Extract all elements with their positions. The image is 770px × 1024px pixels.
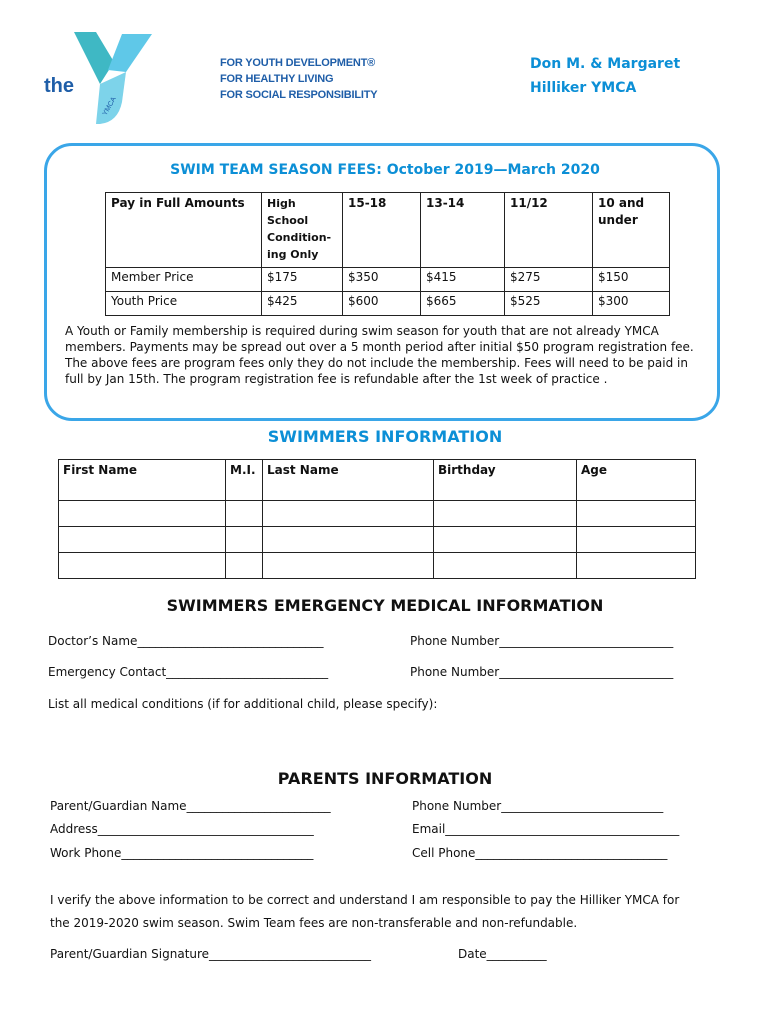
signature-field[interactable]: Parent/Guardian Signature___________________________ [50, 947, 372, 961]
birthday-cell[interactable] [434, 527, 577, 553]
email-field[interactable]: Email_______________________________________ [412, 822, 680, 836]
tagline-line: FOR SOCIAL RESPONSIBILITY [220, 89, 378, 101]
fees-table [105, 192, 670, 316]
header-cell: High School Condition-ing Only [262, 193, 343, 268]
price-cell: $150 [593, 268, 670, 292]
logo-word: the [44, 75, 74, 97]
parents-title: PARENTS INFORMATION [277, 769, 493, 788]
cell-phone-field[interactable]: Cell Phone________________________________ [412, 846, 668, 860]
price-cell: $665 [421, 292, 505, 316]
header-cell: Birthday [434, 460, 577, 501]
mi-cell[interactable] [226, 553, 263, 579]
branch-line: Hilliker YMCA [530, 80, 637, 96]
header-cell: M.I. [226, 460, 263, 501]
fees-row-youth [106, 292, 670, 316]
medical-conditions-label: List all medical conditions (if for additional child, please specify): [48, 697, 438, 711]
fees-note: A Youth or Family membership is required during swim season for youth that are not already YMCA members. Payments may be spread out over a 5 month period after initial $50 program registration fee. The above fees are program fees only they do not include the membership. Fees will need to be paid in full by Jan 15th. The program registration fee is refundable after the 1st week of practice . [65, 324, 694, 386]
address-field[interactable]: Address____________________________________ [50, 822, 314, 836]
header-cell: Age [577, 460, 696, 501]
medical-title: SWIMMERS EMERGENCY MEDICAL INFORMATION [166, 596, 604, 615]
swimmers-table [58, 459, 696, 579]
emergency-contact-field[interactable]: Emergency Contact___________________________ [48, 665, 329, 679]
price-cell: $300 [593, 292, 670, 316]
price-cell: $415 [421, 268, 505, 292]
branch-name [530, 52, 680, 100]
doctor-name-field[interactable]: Doctor’s Name_______________________________ [48, 634, 324, 648]
header-cell: 15-18 [343, 193, 421, 268]
row-label: Youth Price [106, 292, 262, 316]
branch-line: Don M. & Margaret [530, 56, 681, 72]
header-cell: 11/12 [505, 193, 593, 268]
verify-line-2: the 2019-2020 swim season. Swim Team fees are non-transferable and non-refundable. [50, 916, 578, 930]
price-cell: $175 [262, 268, 343, 292]
birthday-cell[interactable] [434, 501, 577, 527]
swimmer-row [59, 553, 696, 579]
guardian-name-field[interactable]: Parent/Guardian Name________________________ [50, 799, 331, 813]
ymca-logo [40, 32, 160, 124]
guardian-phone-field[interactable]: Phone Number___________________________ [412, 799, 664, 813]
swimmers-header-row [59, 460, 696, 501]
last-name-cell[interactable] [263, 527, 434, 553]
price-cell: $425 [262, 292, 343, 316]
age-cell[interactable] [577, 553, 696, 579]
birthday-cell[interactable] [434, 553, 577, 579]
swimmers-title: SWIMMERS INFORMATION [267, 427, 503, 446]
row-label: Member Price [106, 268, 262, 292]
mi-cell[interactable] [226, 501, 263, 527]
date-field[interactable]: Date__________ [458, 947, 547, 961]
price-cell: $600 [343, 292, 421, 316]
first-name-cell[interactable] [59, 553, 226, 579]
header-cell: Pay in Full Amounts [106, 193, 262, 268]
logo-sub: YMCA [101, 95, 118, 117]
verify-line-1: I verify the above information to be correct and understand I am responsible to pay the Hilliker YMCA for [50, 893, 680, 907]
work-phone-field[interactable]: Work Phone________________________________ [50, 846, 314, 860]
header-cell: First Name [59, 460, 226, 501]
first-name-cell[interactable] [59, 527, 226, 553]
tagline [220, 55, 377, 103]
swimmer-row [59, 527, 696, 553]
age-cell[interactable] [577, 527, 696, 553]
header-cell: 10 and under [593, 193, 670, 268]
price-cell: $525 [505, 292, 593, 316]
fees-header-row [106, 193, 670, 268]
price-cell: $350 [343, 268, 421, 292]
age-cell[interactable] [577, 501, 696, 527]
fees-row-member [106, 268, 670, 292]
swimmer-row [59, 501, 696, 527]
header-cell: 13-14 [421, 193, 505, 268]
doctor-phone-field[interactable]: Phone Number_____________________________ [410, 634, 674, 648]
first-name-cell[interactable] [59, 501, 226, 527]
fees-title: SWIM TEAM SEASON FEES: October 2019—March 2020 [170, 162, 600, 178]
tagline-line: FOR YOUTH DEVELOPMENT® [220, 57, 376, 69]
mi-cell[interactable] [226, 527, 263, 553]
header-cell: Last Name [263, 460, 434, 501]
last-name-cell[interactable] [263, 553, 434, 579]
price-cell: $275 [505, 268, 593, 292]
last-name-cell[interactable] [263, 501, 434, 527]
tagline-line: FOR HEALTHY LIVING [220, 73, 334, 85]
emergency-phone-field[interactable]: Phone Number_____________________________ [410, 665, 674, 679]
